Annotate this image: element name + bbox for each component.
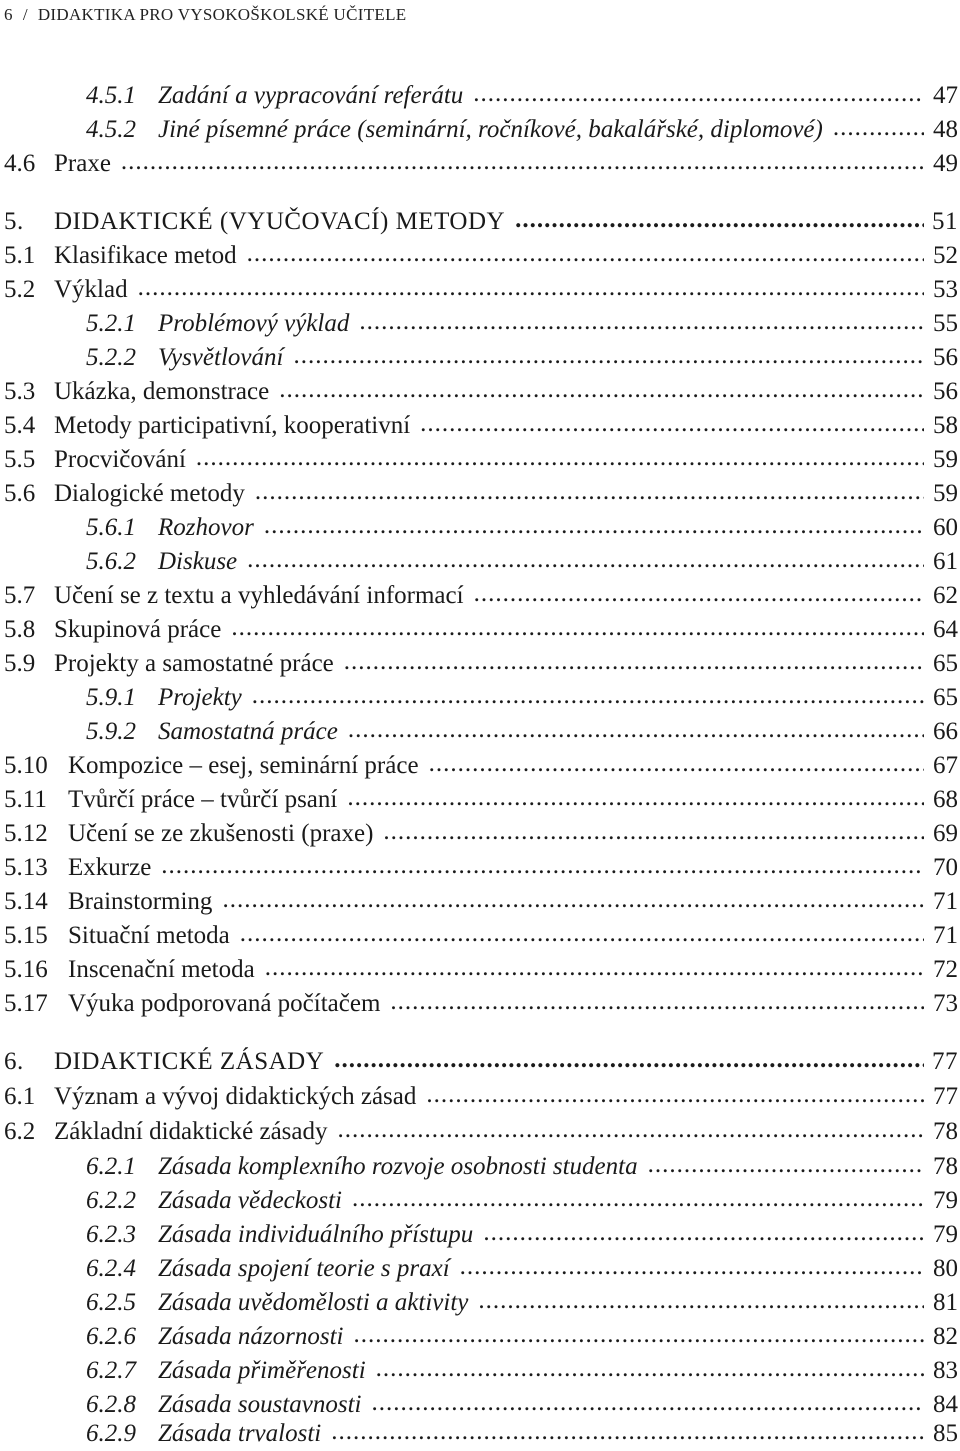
toc-entry-number: 5.1 [4,242,36,269]
dot-leader [474,577,924,611]
toc-entry-title: Zásada názornosti [158,1323,344,1350]
toc-entry[interactable] [0,1184,960,1218]
dot-leader [138,271,924,305]
toc-entry-page: 55 [933,310,958,337]
toc-entry-page: 53 [933,276,958,303]
toc-entry[interactable] [0,273,960,307]
toc-entry-title: Tvůrčí práce – tvůrčí psaní [68,786,338,813]
toc-entry-number: 5.11 [4,786,47,813]
toc-entry-title: Problémový výklad [158,310,350,337]
toc-entry-number: 5.10 [4,752,48,779]
dot-leader [483,1216,924,1250]
toc-entry[interactable] [0,341,960,375]
toc-entry-title: Zásada přiměřenosti [158,1357,366,1384]
toc-entry[interactable] [0,443,960,477]
dot-leader [121,145,924,179]
toc-entry[interactable] [0,1286,960,1320]
toc-entry-number: 6.2.6 [86,1323,136,1350]
dot-leader [383,815,924,849]
toc-entry-number: 6.2.2 [86,1187,136,1214]
toc-entry[interactable] [0,477,960,511]
dot-leader [426,1078,924,1112]
dot-leader [161,849,924,883]
toc-entry[interactable] [0,919,960,953]
dot-leader [460,1250,924,1284]
toc-entry-number: 5.7 [4,582,36,609]
toc-entry-title: Procvičování [54,446,186,473]
toc-entry[interactable] [0,409,960,443]
toc-entry[interactable] [0,681,960,715]
dot-leader [353,1318,924,1352]
toc-entry-title: Zásada vědeckosti [158,1187,342,1214]
toc-entry-title: Výklad [54,276,128,303]
toc-entry[interactable] [0,817,960,851]
toc-entry-number: 5.14 [4,888,48,915]
toc-entry[interactable] [0,1080,960,1114]
toc-entry-page: 64 [933,616,958,643]
toc-entry-title: Klasifikace metod [54,242,237,269]
toc-entry[interactable] [0,79,960,113]
toc-entry-page: 83 [933,1357,958,1384]
toc-entry-number: 5.4 [4,412,36,439]
dot-leader [390,985,924,1019]
toc-entry[interactable] [0,1252,960,1286]
toc-entry-title: Kompozice – esej, seminární práce [68,752,419,779]
toc-entry-title: Zásada individuálního přístupu [158,1221,474,1248]
toc-entry-number: 5.2.2 [86,344,136,371]
toc-entry-title: Zásada trvalosti [158,1420,322,1447]
toc-entry-title: Ukázka, demonstrace [54,378,270,405]
toc-entry-page: 70 [933,854,958,881]
toc-entry[interactable] [0,647,960,681]
toc-entry-number: 6. [4,1048,24,1075]
dot-leader [338,1113,925,1147]
toc-entry[interactable] [0,147,960,181]
dot-leader [352,1182,924,1216]
toc-entry-number: 5.15 [4,922,48,949]
toc-entry-page: 68 [933,786,958,813]
toc-entry-number: 4.6 [4,150,36,177]
running-header [4,2,406,28]
toc-entry-title: Praxe [54,150,111,177]
dot-leader [240,917,924,951]
toc-entry-number: 5.2.1 [86,310,136,337]
toc-entry[interactable] [0,1354,960,1388]
toc-entry-page: 61 [933,548,958,575]
toc-entry-number: 5.5 [4,446,36,473]
toc-entry[interactable] [0,239,960,273]
dot-leader [252,679,924,713]
toc-entry-page: 72 [933,956,958,983]
dot-leader [344,645,924,679]
toc-entry-number: 5.9.2 [86,718,136,745]
toc-entry-page: 67 [933,752,958,779]
dot-leader [196,441,924,475]
toc-entry-page: 49 [933,150,958,177]
dot-leader [515,203,924,237]
toc-entry-page: 59 [933,446,958,473]
toc-entry-title: Zadání a vypracování referátu [158,82,464,109]
toc-entry-page: 48 [933,116,958,143]
toc-entry-number: 5.3 [4,378,36,405]
toc-entry-number: 5.9.1 [86,684,136,711]
toc-entry-title: Zásada komplexního rozvoje osobnosti studenta [158,1153,638,1180]
toc-entry-title: DIDAKTICKÉ (VYUČOVACÍ) METODY [54,208,506,235]
toc-entry-number: 5.6.2 [86,548,136,575]
toc-entry-number: 5. [4,208,24,235]
toc-entry-title: Vysvětlování [158,344,284,371]
dot-leader [347,781,924,815]
toc-entry[interactable] [0,885,960,919]
toc-entry-title: Učení se ze zkušenosti (praxe) [68,820,374,847]
toc-entry-number: 5.2 [4,276,36,303]
dot-leader [648,1148,924,1182]
toc-entry-title: Diskuse [158,548,238,575]
toc-entry-page: 73 [933,990,958,1017]
toc-entry-title: DIDAKTICKÉ ZÁSADY [54,1048,325,1075]
dot-leader [429,747,924,781]
dot-leader [331,1415,924,1449]
toc-entry-title: Učení se z textu a vyhledávání informací [54,582,464,609]
toc-entry[interactable] [0,1417,960,1451]
toc-entry-number: 6.2.7 [86,1357,136,1384]
toc-entry[interactable] [0,715,960,749]
dot-leader [473,77,924,111]
toc-entry-title: Rozhovor [158,514,254,541]
toc-entry-number: 5.6.1 [86,514,136,541]
toc-entry[interactable] [0,579,960,613]
toc-entry-number: 5.16 [4,956,48,983]
toc-entry-page: 82 [933,1323,958,1350]
dot-leader [420,407,924,441]
toc-entry-number: 5.9 [4,650,36,677]
toc-entry-page: 60 [933,514,958,541]
toc-entry-number: 6.2.3 [86,1221,136,1248]
toc-entry-page: 77 [932,1048,958,1075]
toc-entry-title: Samostatná práce [158,718,338,745]
toc-entry-number: 6.1 [4,1083,36,1110]
toc-entry-page: 59 [933,480,958,507]
toc-entry[interactable] [0,113,960,147]
toc-entry-title: Zásada soustavnosti [158,1391,362,1418]
toc-entry-page: 71 [933,922,958,949]
toc-entry-title: Význam a vývoj didaktických zásad [54,1083,417,1110]
toc-entry-number: 5.13 [4,854,48,881]
toc-entry-number: 5.12 [4,820,48,847]
toc-entry-title: Metody participativní, kooperativní [54,412,411,439]
toc-entry[interactable] [0,851,960,885]
toc-entry-page: 79 [933,1221,958,1248]
toc-entry-page: 47 [933,82,958,109]
toc-entry-title: Zásada spojení teorie s praxí [158,1255,450,1282]
toc-entry[interactable] [0,749,960,783]
toc-entry[interactable] [0,1150,960,1184]
toc-entry-page: 71 [933,888,958,915]
toc-entry-page: 56 [933,378,958,405]
toc-entry-title: Skupinová práce [54,616,222,643]
dot-leader [222,883,924,917]
toc-entry-title: Projekty a samostatné práce [54,650,334,677]
header-separator: / [22,5,28,24]
toc-entry-title: Exkurze [68,854,152,881]
toc-entry-page: 80 [933,1255,958,1282]
toc-entry-page: 79 [933,1187,958,1214]
dot-leader [359,305,924,339]
toc-entry-title: Situační metoda [68,922,230,949]
toc-entry-page: 81 [933,1289,958,1316]
toc-entry-number: 6.2.1 [86,1153,136,1180]
dot-leader [247,237,924,271]
toc-chapter-entry[interactable] [0,1045,960,1079]
toc-entry-title: Jiné písemné práce (seminární, ročníkové, bakalářské, diplomové) [158,116,823,143]
toc-entry-number: 4.5.1 [86,82,136,109]
dot-leader [293,339,924,373]
toc-entry[interactable] [0,953,960,987]
toc-entry[interactable] [0,375,960,409]
header-running-title: DIDAKTIKA PRO VYSOKOŠKOLSKÉ UČITELE [37,5,407,24]
toc-entry-page: 51 [932,208,958,235]
toc-entry-page: 78 [933,1153,958,1180]
toc-entry-number: 5.17 [4,990,48,1017]
toc-entry[interactable] [0,307,960,341]
toc-entry-page: 84 [933,1391,958,1418]
toc-entry-page: 65 [933,684,958,711]
dot-leader [264,509,924,543]
toc-entry[interactable] [0,783,960,817]
toc-entry[interactable] [0,545,960,579]
toc-entry-page: 62 [933,582,958,609]
dot-leader [265,951,924,985]
toc-entry-number: 6.2.9 [86,1420,136,1447]
dot-leader [255,475,924,509]
toc-entry[interactable] [0,1320,960,1354]
dot-leader [376,1352,924,1386]
toc-chapter-entry[interactable] [0,205,960,239]
toc-entry[interactable] [0,1115,960,1149]
dot-leader [833,111,924,145]
dot-leader [348,713,924,747]
toc-entry-title: Projekty [158,684,242,711]
toc-entry-number: 5.8 [4,616,36,643]
toc-entry-title: Výuka podporovaná počítačem [68,990,381,1017]
dot-leader [231,611,924,645]
toc-entry-page: 66 [933,718,958,745]
toc-entry-number: 4.5.2 [86,116,136,143]
toc-entry-title: Brainstorming [68,888,213,915]
toc-entry[interactable] [0,1218,960,1252]
toc-entry[interactable] [0,511,960,545]
toc-entry[interactable] [0,613,960,647]
toc-entry-title: Dialogické metody [54,480,245,507]
toc-entry-page: 69 [933,820,958,847]
toc-entry-title: Základní didaktické zásady [54,1118,328,1145]
dot-leader [334,1043,924,1077]
toc-entry-page: 77 [933,1083,958,1110]
dot-leader [279,373,924,407]
toc-entry-number: 5.6 [4,480,36,507]
dot-leader [247,543,924,577]
toc-entry-page: 78 [933,1118,958,1145]
toc-entry-number: 6.2.5 [86,1289,136,1316]
toc-entry-page: 85 [933,1420,958,1447]
toc-entry-number: 6.2 [4,1118,36,1145]
header-page-number: 6 [4,5,13,24]
toc-entry-page: 65 [933,650,958,677]
toc-entry-title: Inscenační metoda [68,956,255,983]
toc-entry[interactable] [0,987,960,1021]
toc-entry-page: 56 [933,344,958,371]
toc-entry-page: 52 [933,242,958,269]
dot-leader [478,1284,924,1318]
toc-entry-number: 6.2.4 [86,1255,136,1282]
toc-entry-number: 6.2.8 [86,1391,136,1418]
toc-entry-title: Zásada uvědomělosti a aktivity [158,1289,469,1316]
toc-entry-page: 58 [933,412,958,439]
